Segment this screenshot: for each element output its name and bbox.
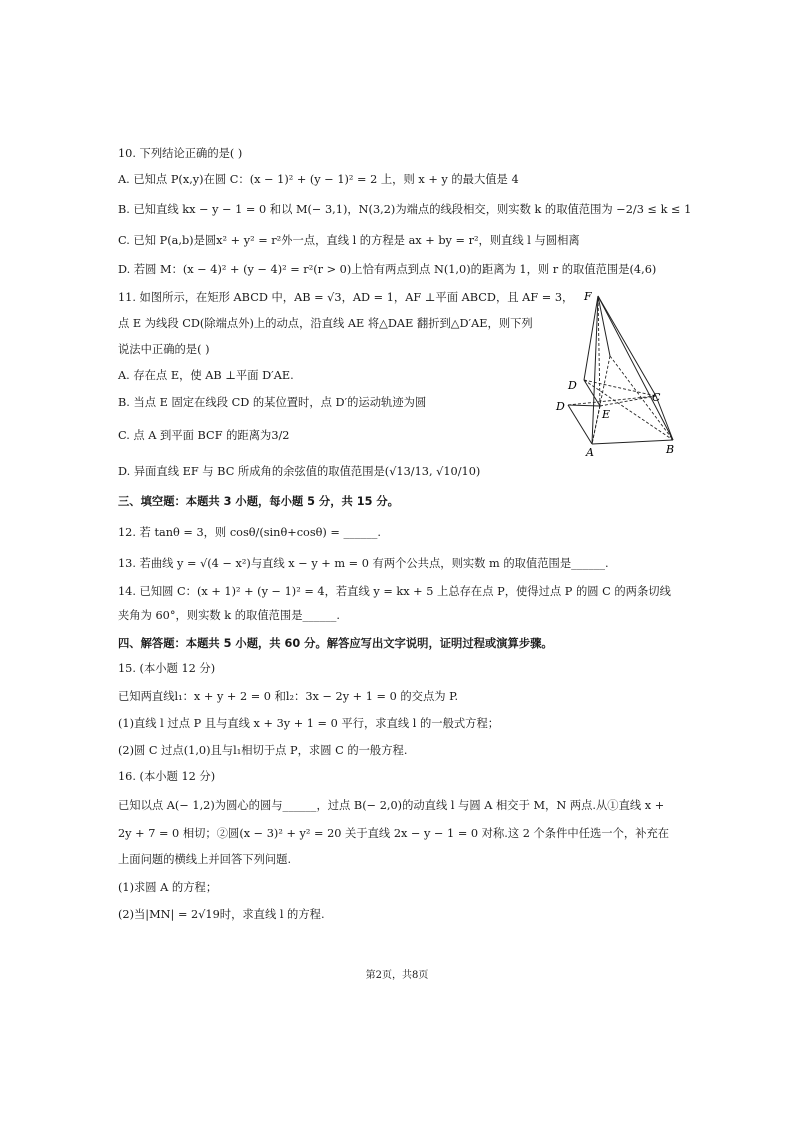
text-line: 15. (本小题 12 分) bbox=[118, 662, 216, 675]
label-B: B bbox=[666, 443, 675, 456]
text-line: 12. 若 tanθ = 3，则 cosθ/(sinθ+cosθ) = ______. bbox=[118, 526, 381, 539]
text-line: 已知两直线l₁：x + y + 2 = 0 和l₂：3x − 2y + 1 = 0 的交点为 P. bbox=[118, 690, 459, 703]
label-F: F bbox=[584, 290, 592, 303]
text-line: (1)求圆 A 的方程； bbox=[118, 881, 218, 894]
label-E: E bbox=[602, 408, 611, 421]
label-A: A bbox=[586, 446, 594, 459]
text-line: (2)圆 C 过点(1,0)且与l₁相切于点 P，求圆 C 的一般方程. bbox=[118, 744, 408, 757]
label-D-prime: D bbox=[568, 379, 577, 392]
text-line: 11. 如图所示，在矩形 ABCD 中，AB = √3，AD = 1，AF ⊥平面 ABCD，且 AF = 3， bbox=[118, 291, 574, 304]
text-line: 四、解答题：本题共 5 小题，共 60 分。解答应写出文字说明，证明过程或演算步骤。 bbox=[118, 637, 553, 650]
text-line: 夹角为 60°，则实数 k 的取值范围是______. bbox=[118, 609, 340, 622]
text-line: A. 已知点 P(x,y)在圆 C：(x − 1)² + (y − 1)² = 2 上，则 x + y 的最大值是 4 bbox=[118, 173, 519, 186]
text-line: 2y + 7 = 0 相切；②圆(x − 3)² + y² = 20 关于直线 2x − y − 1 = 0 对称.这 2 个条件中任选一个，补充在 bbox=[118, 827, 670, 840]
text-line: 10. 下列结论正确的是( ) bbox=[118, 147, 243, 160]
text-line: 已知以点 A(− 1,2)为圆心的圆与______，过点 B(− 2,0)的动直线 l 与圆 A 相交于 M，N 两点.从①直线 x + bbox=[118, 799, 665, 812]
text-line: 说法中正确的是( ) bbox=[118, 343, 210, 356]
label-D: D bbox=[556, 400, 565, 413]
page-footer: 第2页，共8页 bbox=[365, 970, 429, 981]
text-line: D. 若圆 M：(x − 4)² + (y − 4)² = r²(r > 0)上恰有两点到点 N(1,0)的距离为 1，则 r 的取值范围是(4,6) bbox=[118, 263, 657, 276]
text-line: (1)直线 l 过点 P 且与直线 x + 3y + 1 = 0 平行，求直线 l 的一般式方程； bbox=[118, 717, 500, 730]
text-line: C. 已知 P(a,b)是圆x² + y² = r²外一点，直线 l 的方程是 ax + by = r²，则直线 l 与圆相离 bbox=[118, 234, 580, 247]
pyramid-figure bbox=[548, 288, 688, 464]
text-line: B. 已知直线 kx − y − 1 = 0 和以 M(− 3,1)，N(3,2)为端点的线段相交，则实数 k 的取值范围为 −2/3 ≤ k ≤ 1 bbox=[118, 203, 692, 216]
text-line: 14. 已知圆 C：(x + 1)² + (y − 1)² = 4，若直线 y = kx + 5 上总存在点 P，使得过点 P 的圆 C 的两条切线 bbox=[118, 585, 671, 598]
label-C: C bbox=[652, 391, 661, 404]
text-line: B. 当点 E 固定在线段 CD 的某位置时，点 D′的运动轨迹为圆 bbox=[118, 396, 427, 409]
text-line: 三、填空题：本题共 3 小题，每小题 5 分，共 15 分。 bbox=[118, 495, 399, 508]
text-line: 上面问题的横线上并回答下列问题. bbox=[118, 853, 292, 866]
text-line: A. 存在点 E，使 AB ⊥平面 D′AE. bbox=[118, 369, 294, 382]
text-line: C. 点 A 到平面 BCF 的距离为3/2 bbox=[118, 429, 290, 442]
text-line: 点 E 为线段 CD(除端点外)上的动点，沿直线 AE 将△DAE 翻折到△D′AE，则下列 bbox=[118, 317, 533, 330]
text-line: (2)当|MN| = 2√19时，求直线 l 的方程. bbox=[118, 908, 325, 921]
text-line: 16. (本小题 12 分) bbox=[118, 770, 216, 783]
text-line: 13. 若曲线 y = √(4 − x²)与直线 x − y + m = 0 有两个公共点，则实数 m 的取值范围是______. bbox=[118, 557, 609, 570]
text-line: D. 异面直线 EF 与 BC 所成角的余弦值的取值范围是(√13/13, √10/10) bbox=[118, 465, 481, 478]
